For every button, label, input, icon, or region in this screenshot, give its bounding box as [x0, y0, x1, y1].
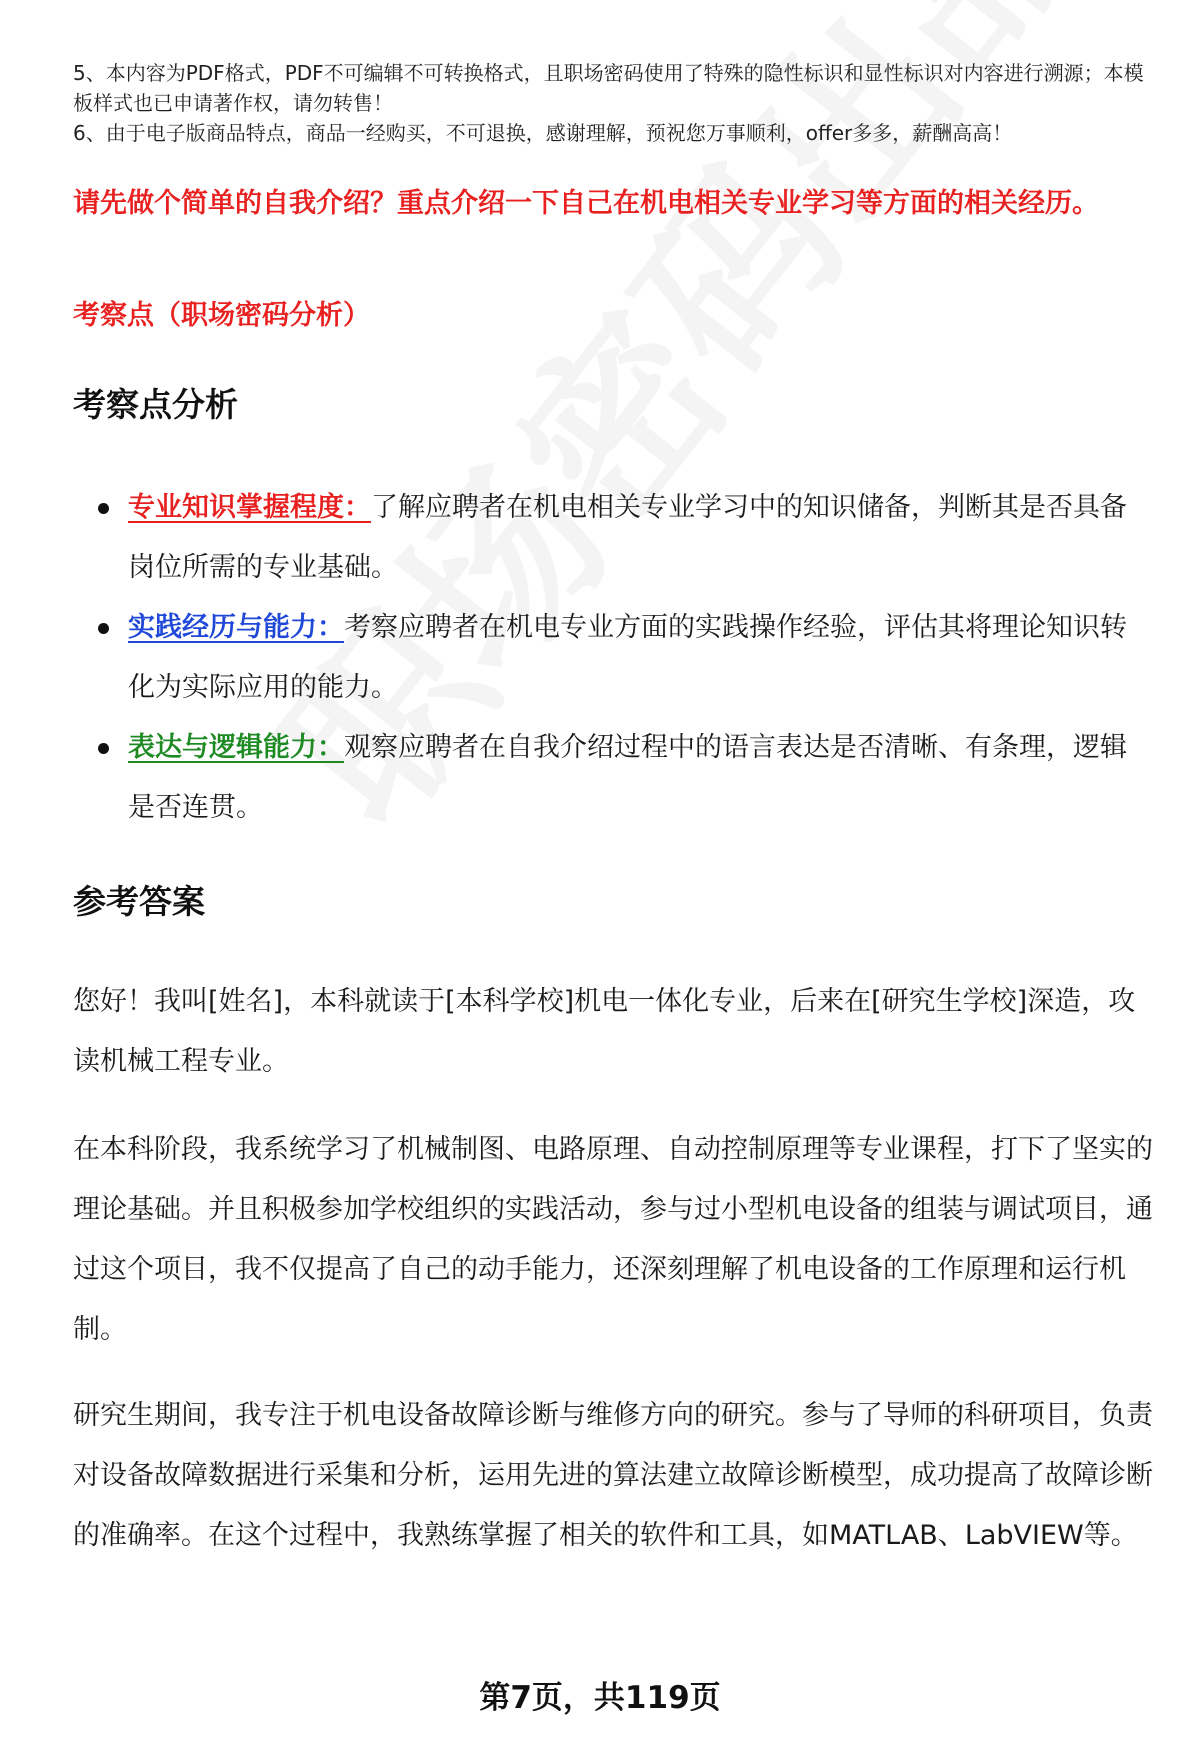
answer-heading: 参考答案 [73, 882, 205, 921]
analysis-text: 考察应聘者在机电专业方面的实践操作经验，评估其将理论知识转化为实际应用的能力。 [128, 612, 1127, 703]
answer-paragraph: 您好！我叫[姓名]，本科就读于[本科学校]机电一体化专业，后来在[研究生学校]深造，攻读机械工程专业。 [73, 986, 1136, 1077]
bullet-icon [98, 503, 109, 514]
analysis-heading: 考察点分析 [73, 385, 238, 424]
bullet-icon [98, 743, 109, 754]
page-number: 第7页，共119页 [479, 1680, 721, 1716]
answer-paragraph: 在本科阶段，我系统学习了机械制图、电路原理、自动控制原理等专业课程，打下了坚实的理论基础。并且积极参加学校组织的实践活动，参与过小型机电设备的组装与调试项目，通过这个项目，我不仅提高了自己的动手能力，还深刻理解了机电设备的工作原理和运行机制。 [73, 1134, 1153, 1345]
analysis-item [73, 598, 1153, 718]
analysis-keyword: 实践经历与能力： [128, 612, 344, 643]
interview-question: 请先做个简单的自我介绍？重点介绍一下自己在机电相关专业学习等方面的相关经历。 [73, 188, 1099, 219]
analysis-item [73, 478, 1153, 598]
analysis-text: 观察应聘者在自我介绍过程中的语言表达是否清晰、有条理，逻辑是否连贯。 [128, 732, 1127, 823]
notice-item-5: 5、本内容为PDF格式，PDF不可编辑不可转换格式，且职场密码使用了特殊的隐性标识和显性标识对内容进行溯源；本模板样式也已申请著作权，请勿转售！ [73, 61, 1144, 115]
analysis-item [73, 718, 1153, 838]
bullet-icon [98, 623, 109, 634]
answer-paragraph: 研究生期间，我专注于机电设备故障诊断与维修方向的研究。参与了导师的科研项目，负责对设备故障数据进行采集和分析，运用先进的算法建立故障诊断模型，成功提高了故障诊断的准确率。在这个过程中，我熟练掌握了相关的软件和工具，如MATLAB、LabVIEW等。 [73, 1400, 1153, 1551]
analysis-keyword: 表达与逻辑能力： [128, 732, 344, 763]
analysis-keyword: 专业知识掌握程度： [128, 492, 371, 523]
point-tag: 考察点（职场密码分析） [73, 300, 370, 331]
analysis-list [73, 478, 1153, 838]
notice-item-6: 6、由于电子版商品特点，商品一经购买，不可退换，感谢理解，预祝您万事顺利，offer多多，薪酬高高！ [73, 121, 1013, 145]
analysis-text: 了解应聘者在机电相关专业学习中的知识储备，判断其是否具备岗位所需的专业基础。 [128, 492, 1127, 583]
